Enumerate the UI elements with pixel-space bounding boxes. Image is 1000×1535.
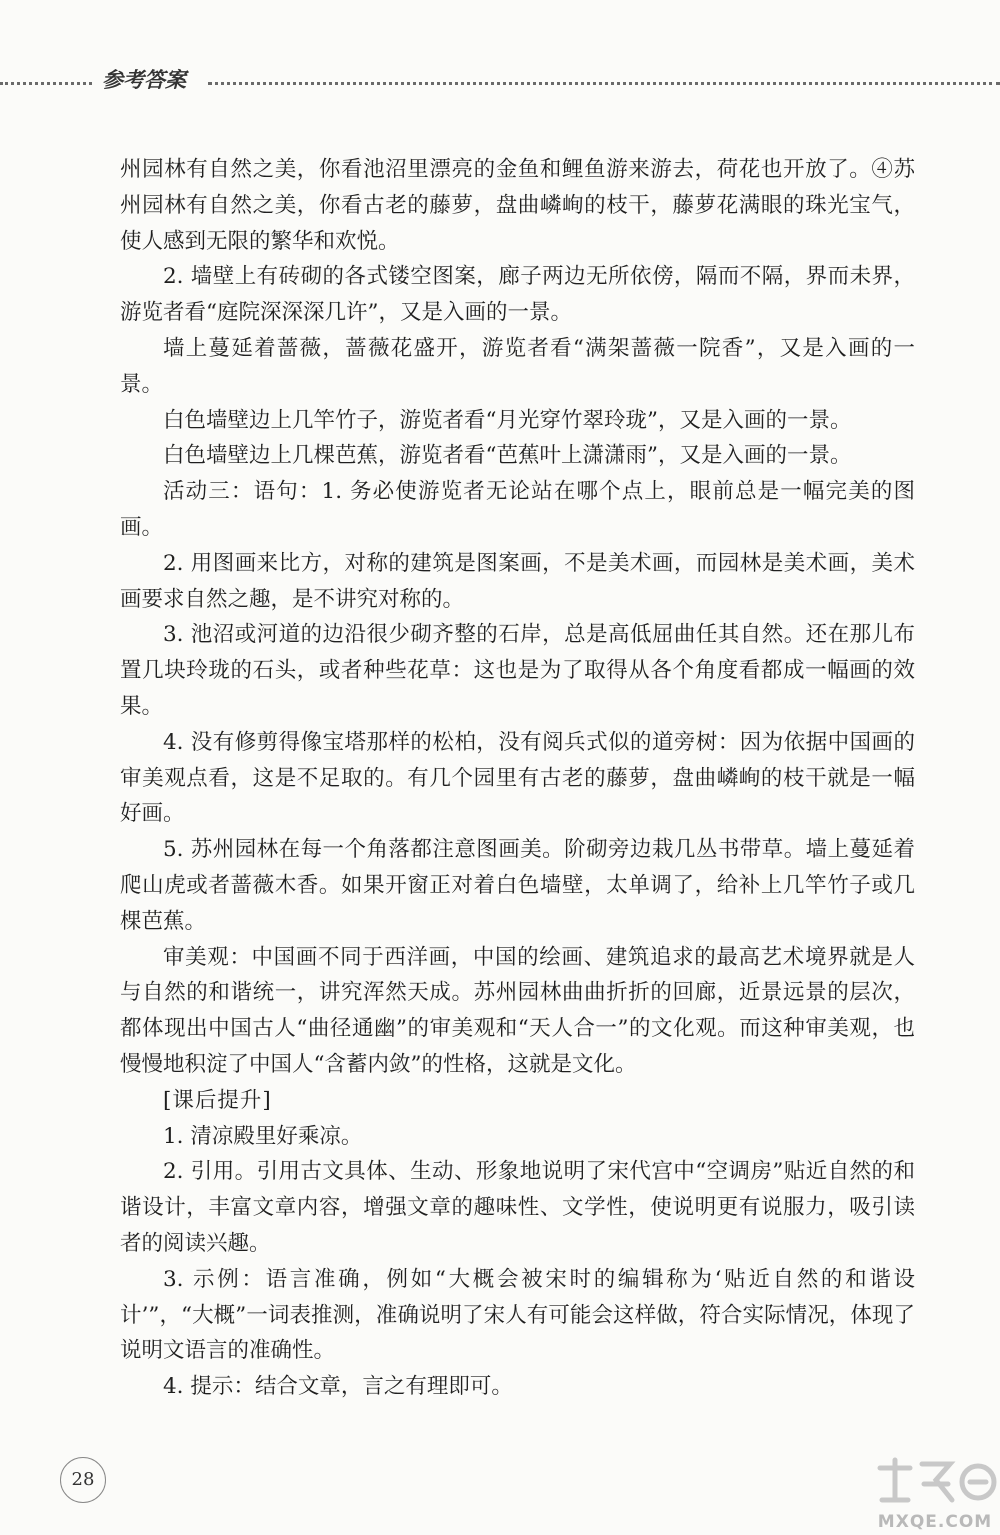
paragraph: 5. 苏州园林在每一个角落都注意图画美。阶砌旁边栽几丛书带草。墙上蔓延着爬山虎或者蔷薇木香。如果开窗正对着白色墙壁，太单调了，给补上几竿竹子或几棵芭蕉。 xyxy=(120,837,915,934)
answer-content xyxy=(120,152,915,1405)
paragraph: 2. 墙壁上有砖砌的各式镂空图案，廊子两边无所依傍，隔而不隔，界而未界，游览者看“庭院深深深几许”，又是入画的一景。 xyxy=(120,264,915,326)
watermark-logo xyxy=(870,1450,1000,1535)
watermark-icon xyxy=(870,1450,1000,1512)
paragraph: 3. 示例：语言准确，例如“大概会被宋时的编辑称为‘贴近自然的和谐设计’”，“大概”一词表推测，准确说明了宋人有可能会这样做，符合实际情况，体现了说明文语言的准确性。 xyxy=(120,1266,915,1364)
paragraph: 墙上蔓延着蔷薇，蔷薇花盛开，游览者看“满架蔷薇一院香”，又是入画的一景。 xyxy=(120,335,915,397)
header-dotted-rule-right xyxy=(208,82,1000,85)
paragraph: 3. 池沼或河道的边沿很少砌齐整的石岸，总是高低屈曲任其自然。还在那儿布置几块玲珑的石头，或者种些花草：这也是为了取得从各个角度看都成一幅画的效果。 xyxy=(120,622,915,719)
paragraph: 4. 没有修剪得像宝塔那样的松柏，没有阅兵式似的道旁树：因为依据中国画的审美观点看，这是不足取的。有几个园里有古老的藤萝，盘曲嶙峋的枝干就是一幅好画。 xyxy=(120,729,915,827)
page-header xyxy=(0,62,1000,102)
header-dotted-rule-left xyxy=(0,82,92,85)
paragraph: 1. 清凉殿里好乘凉。 xyxy=(163,1123,363,1149)
watermark-text: MXQE.COM xyxy=(877,1512,993,1532)
paragraph: 2. 引用。引用古文具体、生动、形象地说明了宋代宫中“空调房”贴近自然的和谐设计，丰富文章内容，增强文章的趣味性、文学性，使说明更有说服力，吸引读者的阅读兴趣。 xyxy=(120,1159,915,1256)
paragraph: 审美观：中国画不同于西洋画，中国的绘画、建筑追求的最高艺术境界就是人与自然的和谐统一，讲究浑然天成。苏州园林曲曲折折的回廊，近景远景的层次，都体现出中国古人“曲径通幽”的审美观和“天人合一”的文化观。而这种审美观，也慢慢地积淀了中国人“含蓄内敛”的性格，这就是文化。 xyxy=(120,944,915,1077)
paragraph: 2. 用图画来比方，对称的建筑是图案画，不是美术画，而园林是美术画，美术画要求自然之趣，是不讲究对称的。 xyxy=(120,550,915,612)
paragraph: 活动三：语句：1. 务必使游览者无论站在哪个点上，眼前总是一幅完美的图画。 xyxy=(120,479,915,540)
section-title: [课后提升] xyxy=(163,1087,272,1113)
paragraph: 白色墙壁边上几棵芭蕉，游览者看“芭蕉叶上潇潇雨”，又是入画的一景。 xyxy=(163,443,852,469)
paragraph: 州园林有自然之美，你看池沼里漂亮的金鱼和鲤鱼游来游去，荷花也开放了。④苏州园林有自然之美，你看古老的藤萝，盘曲嶙峋的枝干，藤萝花满眼的珠光宝气，使人感到无限的繁华和欢悦。 xyxy=(120,157,915,254)
paragraph: 4. 提示：结合文章，言之有理即可。 xyxy=(163,1374,513,1400)
header-title: 参考答案 xyxy=(102,68,186,92)
page-number: 28 xyxy=(60,1457,106,1503)
paragraph: 白色墙壁边上几竿竹子，游览者看“月光穿竹翠玲珑”，又是入画的一景。 xyxy=(163,407,852,433)
